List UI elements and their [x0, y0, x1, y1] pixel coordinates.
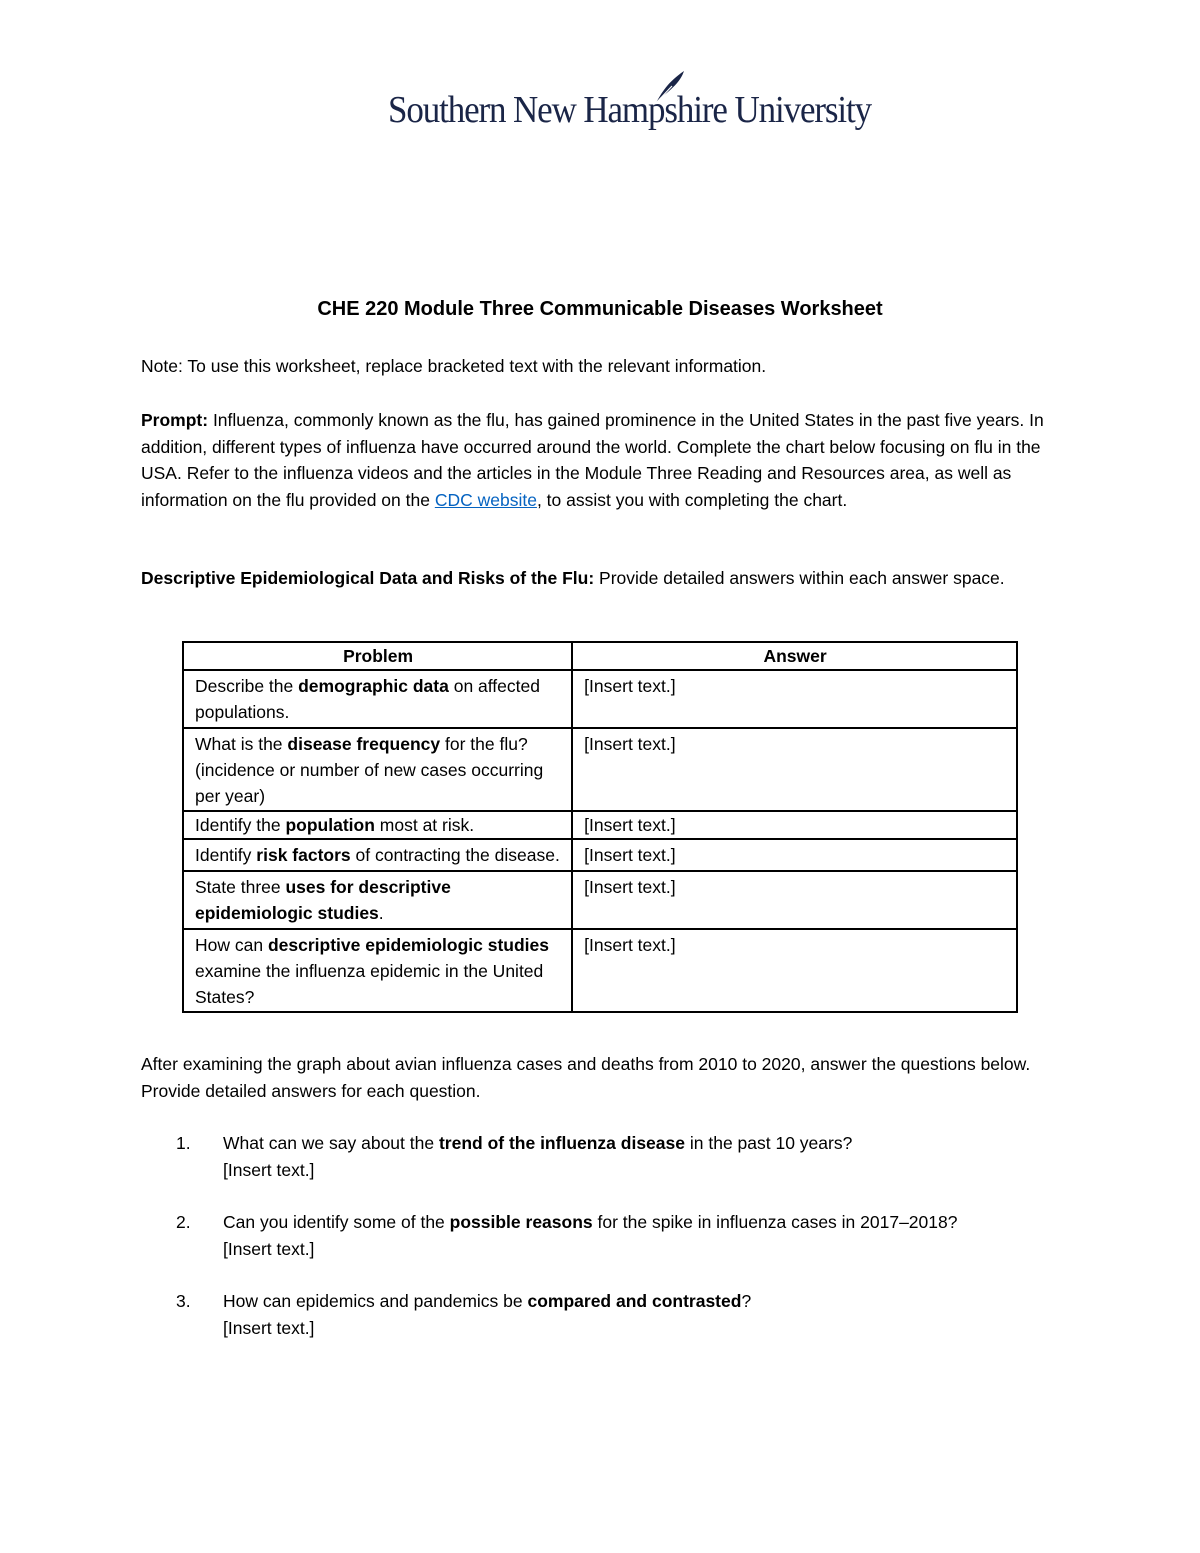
table-row — [183, 811, 1017, 839]
table-row — [183, 670, 1017, 728]
problem-cell — [183, 811, 572, 839]
question-text — [223, 1288, 1063, 1315]
problem-text: Identify the — [195, 815, 286, 835]
problem-cell — [183, 871, 572, 929]
logo-wordmark: Southern New Hampshire University — [388, 89, 872, 131]
university-logo — [384, 70, 872, 136]
table-row — [183, 839, 1017, 871]
answer-cell[interactable]: [Insert text.] — [572, 871, 1017, 929]
answer-cell[interactable]: [Insert text.] — [572, 811, 1017, 839]
question-body — [223, 1209, 1063, 1262]
note-paragraph — [141, 353, 1066, 380]
page-title: CHE 220 Module Three Communicable Diseases Worksheet — [317, 298, 883, 320]
question-text-part: What can we say about the — [223, 1133, 439, 1153]
problem-text: What is the — [195, 734, 288, 754]
prompt-text: Influenza, commonly known as the flu, has gained prominence in the United States in the past five years. In addition, different types of influenza have occurred around the world. Complete the chart below focusing on flu in the USA. Refer to the influenza videos and the articles in the Module Three Reading and Resources area, as well as information on the flu provided on the — [141, 410, 1044, 510]
prompt-paragraph — [141, 407, 1066, 513]
question-text — [223, 1130, 1063, 1157]
answer-cell[interactable]: [Insert text.] — [572, 728, 1017, 811]
table-row — [183, 871, 1017, 929]
problem-cell — [183, 929, 572, 1012]
problem-keyword: disease frequency — [287, 734, 441, 754]
answer-cell[interactable]: [Insert text.] — [572, 670, 1017, 728]
question-keyword: possible reasons — [449, 1212, 593, 1232]
problem-text: How can — [195, 935, 268, 955]
header-problem: Problem — [183, 642, 572, 670]
descriptive-text: Provide detailed answers within each answer space. — [594, 568, 1005, 588]
answer-cell[interactable]: [Insert text.] — [572, 839, 1017, 871]
problem-keyword: demographic data — [298, 676, 449, 696]
cdc-website-link[interactable]: CDC website — [434, 489, 537, 510]
note-label: Note: — [141, 356, 183, 376]
question-text-part: in the past 10 years? — [685, 1133, 853, 1153]
answer-cell[interactable]: [Insert text.] — [572, 929, 1017, 1012]
question-text — [223, 1209, 1063, 1236]
question-body — [223, 1130, 1063, 1183]
problem-text: . — [378, 903, 384, 923]
prompt-label: Prompt: — [141, 410, 209, 430]
question-number: 2. — [176, 1212, 191, 1232]
question-answer[interactable]: [Insert text.] — [223, 1238, 315, 1259]
table-row — [183, 728, 1017, 811]
question-number: 1. — [176, 1133, 191, 1153]
problem-text: Describe the — [195, 676, 299, 696]
header-answer: Answer — [572, 642, 1017, 670]
problem-text: of contracting the disease. — [350, 845, 560, 865]
question-answer[interactable]: [Insert text.] — [223, 1159, 315, 1180]
problem-text: on affected populations. — [195, 676, 540, 722]
question-answer[interactable]: [Insert text.] — [223, 1317, 315, 1338]
problem-cell — [183, 839, 572, 871]
problem-keyword: population — [285, 815, 375, 835]
problem-text: State three — [195, 877, 286, 897]
question-number: 3. — [176, 1291, 191, 1311]
descriptive-label: Descriptive Epidemiological Data and Risks of the Flu: — [141, 568, 595, 588]
question-body — [223, 1288, 1063, 1341]
question-text-part: How can epidemics and pandemics be — [223, 1291, 528, 1311]
descriptive-paragraph — [141, 565, 1066, 592]
graph-instructions: After examining the graph about avian influenza cases and deaths from 2010 to 2020, answer the questions below. Provide detailed answers for each question. — [141, 1054, 1031, 1101]
question-keyword: trend of the influenza disease — [438, 1133, 685, 1153]
question-text-part: ? — [741, 1291, 752, 1311]
problem-answer-table — [182, 641, 1018, 1013]
prompt-text-end: , to assist you with completing the chart. — [536, 489, 848, 510]
question-text-part: Can you identify some of the — [223, 1212, 450, 1232]
problem-text: for the flu? (incidence or number of new cases occurring per year) — [195, 734, 544, 806]
problem-text: examine the influenza epidemic in the United States? — [195, 961, 544, 1007]
problem-text: Identify — [195, 845, 257, 865]
problem-keyword: uses for descriptive epidemiologic studies — [195, 877, 451, 923]
problem-keyword: risk factors — [256, 845, 351, 865]
problem-text: most at risk. — [374, 815, 475, 835]
problem-cell — [183, 728, 572, 811]
table-row — [183, 929, 1017, 1012]
note-text: To use this worksheet, replace bracketed text with the relevant information. — [182, 356, 767, 376]
problem-cell — [183, 670, 572, 728]
question-keyword: compared and contrasted — [527, 1291, 742, 1311]
question-text-part: for the spike in influenza cases in 2017–2018? — [592, 1212, 958, 1232]
table-header-row — [183, 642, 1017, 670]
problem-keyword: descriptive epidemiologic studies — [267, 935, 550, 955]
